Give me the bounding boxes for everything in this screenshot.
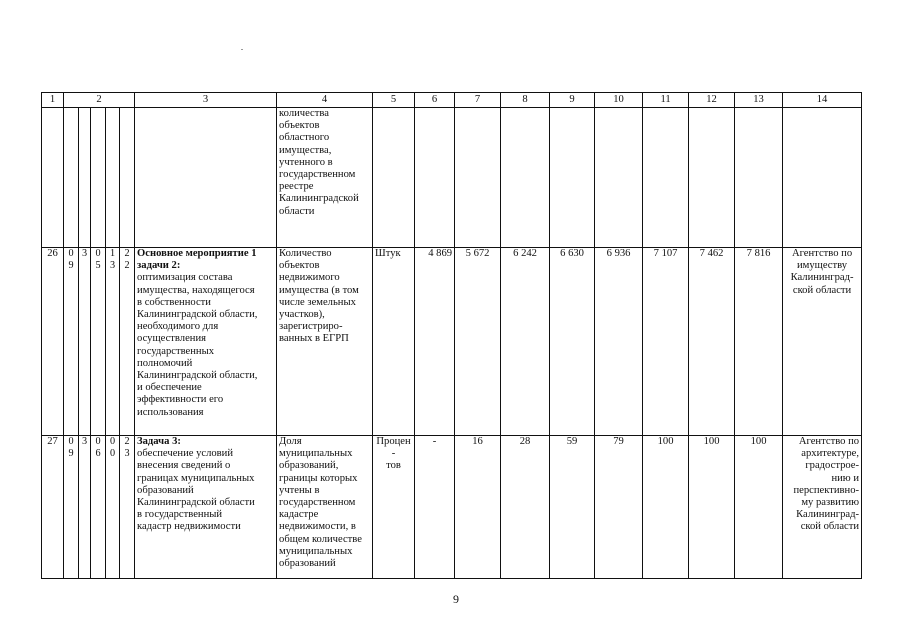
indicator-cell: Количество объектов недвижимого имущества (в том числе земельных участков), зарегистриро- ванных в ЕГРП bbox=[277, 248, 373, 436]
code-cell: 06 bbox=[91, 436, 106, 579]
unit-cell: Штук bbox=[373, 248, 415, 436]
header-row bbox=[42, 93, 862, 108]
header-cell: 6 bbox=[415, 93, 455, 108]
value-cell: 79 bbox=[595, 436, 643, 579]
value-cell: 16 bbox=[455, 436, 501, 579]
cell-empty bbox=[42, 108, 64, 248]
indicator-cell: Доля муниципальных образований, границы которых учтены в государственном кадастре недвижимости, в общем количестве муниципальных образований bbox=[277, 436, 373, 579]
unit-cell: Процен- тов bbox=[373, 436, 415, 579]
cell-empty bbox=[550, 108, 595, 248]
page-number: 9 bbox=[453, 592, 459, 606]
value-cell: 100 bbox=[689, 436, 735, 579]
cell-empty bbox=[135, 108, 277, 248]
table-row bbox=[42, 248, 862, 436]
header-cell: 5 bbox=[373, 93, 415, 108]
cell-empty bbox=[689, 108, 735, 248]
measure-cell: Основное мероприятие 1 задачи 2: оптимизация состава имущества, находящегося в собственности Калининградской области, необходимого для осуществления государственных полномочий Калининградской области, и обеспечение эффективности его использования bbox=[135, 248, 277, 436]
cell-empty bbox=[79, 108, 91, 248]
code-cell: 09 bbox=[64, 248, 79, 436]
program-table bbox=[41, 92, 862, 579]
code-cell: 00 bbox=[106, 436, 120, 579]
header-cell: 13 bbox=[735, 93, 783, 108]
cell-empty bbox=[415, 108, 455, 248]
measure-title: Основное мероприятие 1 bbox=[137, 248, 257, 259]
value-cell: - bbox=[415, 436, 455, 579]
header-cell: 14 bbox=[783, 93, 862, 108]
value-cell: 5 672 bbox=[455, 248, 501, 436]
value-cell: 7 107 bbox=[643, 248, 689, 436]
value-cell: 100 bbox=[643, 436, 689, 579]
cell-empty bbox=[373, 108, 415, 248]
code-cell: 3 bbox=[79, 436, 91, 579]
code-cell: 22 bbox=[120, 248, 135, 436]
cell-empty bbox=[455, 108, 501, 248]
header-cell: 3 bbox=[135, 93, 277, 108]
scan-speck bbox=[241, 49, 243, 50]
table-row bbox=[42, 436, 862, 579]
cell-empty bbox=[595, 108, 643, 248]
cell-empty bbox=[783, 108, 862, 248]
value-cell: 100 bbox=[735, 436, 783, 579]
value-cell: 7 462 bbox=[689, 248, 735, 436]
value-cell: 7 816 bbox=[735, 248, 783, 436]
cell-empty bbox=[106, 108, 120, 248]
header-cell: 8 bbox=[501, 93, 550, 108]
cell-empty bbox=[91, 108, 106, 248]
value-cell: 4 869 bbox=[415, 248, 455, 436]
cell-empty bbox=[501, 108, 550, 248]
header-cell: 10 bbox=[595, 93, 643, 108]
header-cell: 12 bbox=[689, 93, 735, 108]
value-cell: 28 bbox=[501, 436, 550, 579]
continuation-row bbox=[42, 108, 862, 248]
header-cell: 7 bbox=[455, 93, 501, 108]
executor-cell: Агентство по архитектуре, градострое- нию и перспективно- му развитию Калининград- ской области bbox=[783, 436, 862, 579]
code-cell: 13 bbox=[106, 248, 120, 436]
value-cell: 6 630 bbox=[550, 248, 595, 436]
row-number: 26 bbox=[42, 248, 64, 436]
header-cell: 2 bbox=[64, 93, 135, 108]
header-cell: 4 bbox=[277, 93, 373, 108]
code-cell: 23 bbox=[120, 436, 135, 579]
value-cell: 6 936 bbox=[595, 248, 643, 436]
measure-cell: Задача 3: обеспечение условий внесения сведений о границах муниципальных образований Калининградской области в государственный кадастр недвижимости bbox=[135, 436, 277, 579]
header-cell: 1 bbox=[42, 93, 64, 108]
code-cell: 05 bbox=[91, 248, 106, 436]
executor-cell: Агентство по имуществу Калининград- ской области bbox=[783, 248, 862, 436]
row-number: 27 bbox=[42, 436, 64, 579]
code-cell: 09 bbox=[64, 436, 79, 579]
value-cell: 59 bbox=[550, 436, 595, 579]
measure-title: задачи 2: bbox=[137, 260, 181, 272]
cell-empty bbox=[64, 108, 79, 248]
measure-title: Задача 3: bbox=[137, 436, 181, 447]
cell-empty bbox=[735, 108, 783, 248]
cell-empty bbox=[120, 108, 135, 248]
code-cell: 3 bbox=[79, 248, 91, 436]
header-cell: 11 bbox=[643, 93, 689, 108]
indicator-cell: количества объектов областного имущества, учтенного в государственном реестре Калининградской области bbox=[277, 108, 373, 248]
value-cell: 6 242 bbox=[501, 248, 550, 436]
header-cell: 9 bbox=[550, 93, 595, 108]
cell-empty bbox=[643, 108, 689, 248]
